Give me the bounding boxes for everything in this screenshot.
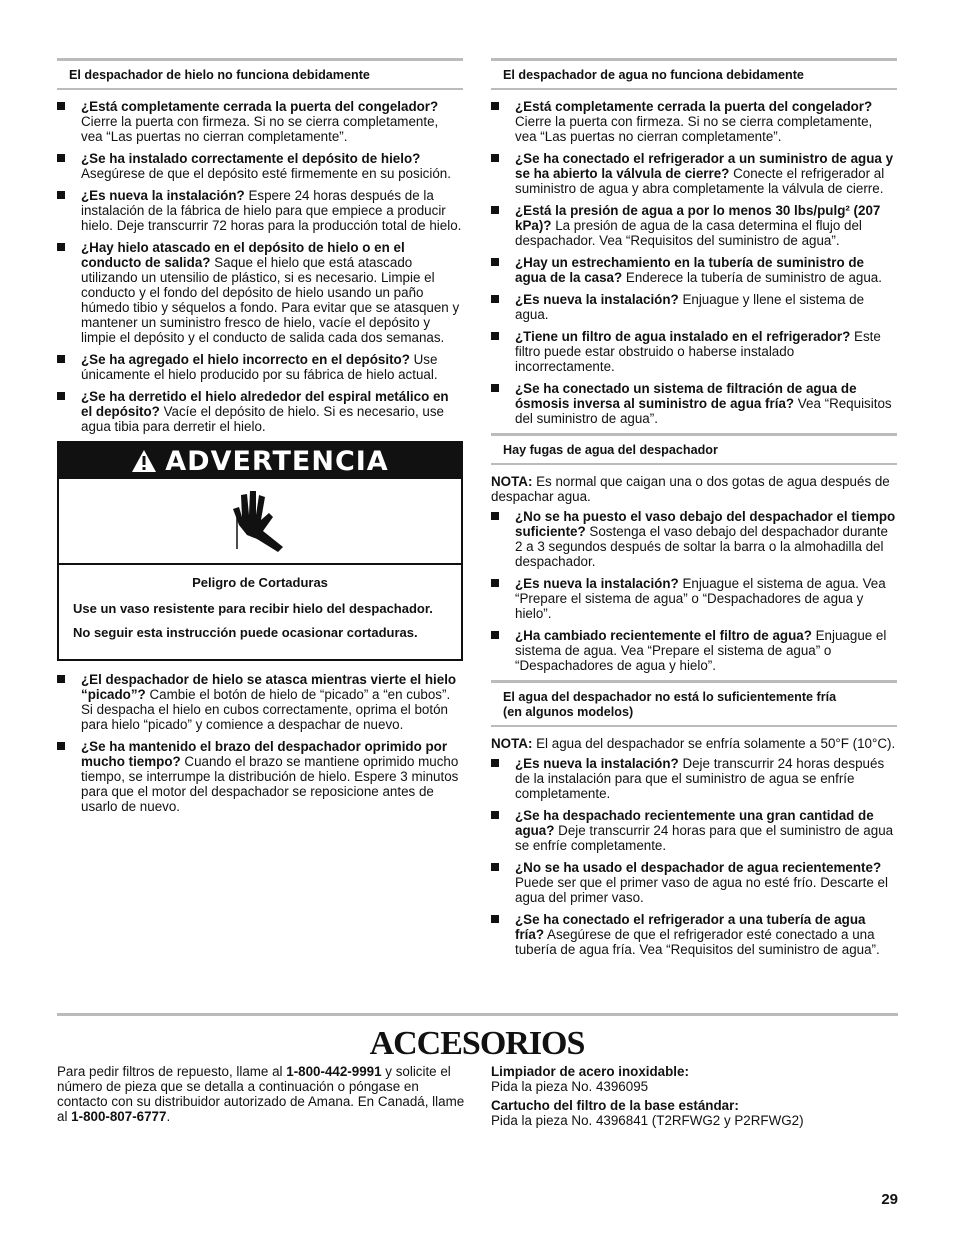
list-item: ¿Está la presión de agua a por lo menos 30 lbs/pulg² (207 kPa)? La presión de agua de la casa determina el flujo del despachador. Vea “Requisitos del suministro de agua”. xyxy=(491,203,897,248)
bullet-icon xyxy=(57,102,65,110)
list-item: ¿No se ha puesto el vaso debajo del despachador el tiempo suficiente? Sostenga el vaso debajo del despachador durante 2 a 3 segundos después de soltar la barra o la almohadilla del despachador. xyxy=(491,509,897,569)
list-item: ¿Se ha despachado recientemente una gran cantidad de agua? Deje transcurrir 24 horas para que el suministro de agua se enfríe completamente. xyxy=(491,808,897,853)
bullet-icon xyxy=(57,392,65,400)
list-item: ¿Tiene un filtro de agua instalado en el refrigerador? Este filtro puede estar obstruido o haberse instalado incorrectamente. xyxy=(491,329,897,374)
list-item: ¿Está completamente cerrada la puerta del congelador? Cierre la puerta con firmeza. Si no se cierra completamente, vea “Las puertas no cierran completamente”. xyxy=(491,99,897,144)
list-item: ¿Ha cambiado recientemente el filtro de agua? Enjuague el sistema de agua. Vea “Prepare el sistema de agua” o “Despachadores de agua y hielo”. xyxy=(491,628,897,673)
list-item: ¿Es nueva la instalación? Enjuague el sistema de agua. Vea “Prepare el sistema de agua” o “Despachadores de agua y hielo”. xyxy=(491,576,897,621)
bullet-icon xyxy=(491,258,499,266)
water-leak-list xyxy=(491,509,897,673)
ice-dispenser-list xyxy=(57,99,463,434)
list-item: ¿Hay hielo atascado en el depósito de hielo o en el conducto de salida? Saque el hielo que está atascado utilizando un utensilio de plástico, si es necesario. Limpie el conducto y el fondo del depósito de hielo usando un paño húmedo tibio y séquelos a fondo. Para evitar que se atasquen y mantener un suministro fresco de hielo, vacíe el depósito y limpie el depósito y el conducto de salida cada dos semanas. xyxy=(57,240,463,345)
bullet-icon xyxy=(491,295,499,303)
page-number: 29 xyxy=(881,1191,898,1208)
ice-dispenser-list-2 xyxy=(57,672,463,814)
list-item: ¿Es nueva la instalación? Enjuague y llene el sistema de agua. xyxy=(491,292,897,322)
warning-triangle-icon xyxy=(131,449,157,473)
warning-body xyxy=(59,565,461,659)
bullet-icon xyxy=(491,579,499,587)
list-item: ¿Es nueva la instalación? Espere 24 horas después de la instalación de la fábrica de hielo para que empiece a producir hielo. Deje transcurrir 72 horas para la producción total de hielo. xyxy=(57,188,463,233)
warning-title: ADVERTENCIA xyxy=(165,445,389,477)
list-item: ¿Se ha conectado un sistema de filtración de agua de ósmosis inversa al suministro de agua fría? Vea “Requisitos del suministro de agua”. xyxy=(491,381,897,426)
bullet-icon xyxy=(491,915,499,923)
list-item: ¿No se ha usado el despachador de agua recientemente? Puede ser que el primer vaso de agua no esté frío. Descarte el agua del primer vaso. xyxy=(491,860,897,905)
water-dispenser-list xyxy=(491,99,897,426)
bullet-icon xyxy=(491,206,499,214)
left-column xyxy=(57,58,463,821)
list-item: ¿El despachador de hielo se atasca mientras vierte el hielo “picado”? Cambie el botón de hielo de “picado” a “en cubos”. Si despacha el hielo en cubos correctamente, oprima el botón para hielo “picado” y comience a despachar de nuevo. xyxy=(57,672,463,732)
list-item: ¿Se ha instalado correctamente el depósito de hielo? Asegúrese de que el depósito esté firmemente en su posición. xyxy=(57,151,463,181)
bullet-icon xyxy=(491,631,499,639)
warning-subtitle: Peligro de Cortaduras xyxy=(192,575,328,590)
bullet-icon xyxy=(491,759,499,767)
phone-number-canada: 1-800-807-6777 xyxy=(71,1109,167,1124)
water-leak-note: NOTA: Es normal que caigan una o dos gotas de agua después de despachar agua. xyxy=(491,474,890,504)
warning-line-2: No seguir esta instrucción puede ocasionar cortaduras. xyxy=(73,625,418,640)
filter-part: Cartucho del filtro de la base estándar: Pida la pieza No. 4396841 (T2RFWG2 y P2RFWG2) xyxy=(491,1098,804,1128)
cold-water-note: NOTA: El agua del despachador se enfría solamente a 50°F (10°C). xyxy=(491,736,896,751)
accessories-divider xyxy=(57,1013,898,1016)
bullet-icon xyxy=(57,675,65,683)
bullet-icon xyxy=(491,332,499,340)
bullet-icon xyxy=(57,191,65,199)
list-item: ¿Se ha agregado el hielo incorrecto en el depósito? Use únicamente el hielo producido por su fábrica de hielo actual. xyxy=(57,352,463,382)
right-column xyxy=(491,58,897,964)
bullet-icon xyxy=(57,355,65,363)
bullet-icon xyxy=(491,102,499,110)
list-item: ¿Hay un estrechamiento en la tubería de suministro de agua de la casa? Enderece la tubería de suministro de agua. xyxy=(491,255,897,285)
water-dispenser-header: El despachador de agua no funciona debidamente xyxy=(491,58,897,90)
cold-water-list xyxy=(491,756,897,957)
list-item: ¿Se ha derretido el hielo alrededor del espiral metálico en el depósito? Vacíe el depósito de hielo. Si es necesario, use agua tibia para derretir el hielo. xyxy=(57,389,463,434)
list-item: ¿Se ha conectado el refrigerador a una tubería de agua fría? Asegúrese de que el refrigerador esté conectado a una tubería de agua fría. Vea “Requisitos del suministro de agua”. xyxy=(491,912,897,957)
list-item: ¿Se ha mantenido el brazo del despachador oprimido por mucho tiempo? Cuando el brazo se mantiene oprimido mucho tiempo, se interrumpe la distribución de hielo. Espere 3 minutos para que el motor del despachador se reposicione antes de usarlo de nuevo. xyxy=(57,739,463,814)
warning-box xyxy=(57,441,463,661)
accessories-intro: Para pedir filtros de repuesto, llame al 1-800-442-9991 y solicite el número de pieza que se detalla a continuación o póngase en contacto con su distribuidor autorizado de Amana. En Canadá, llame al 1-800-807-6777. xyxy=(57,1064,465,1124)
warning-header xyxy=(59,443,461,479)
bullet-icon xyxy=(57,742,65,750)
water-leak-header: Hay fugas de agua del despachador xyxy=(491,433,897,465)
phone-number-us: 1-800-442-9991 xyxy=(286,1064,382,1079)
accessories-parts xyxy=(491,1064,897,1132)
accessories-title: ACCESORIOS xyxy=(369,1025,585,1062)
bullet-icon xyxy=(491,512,499,520)
list-item: ¿Es nueva la instalación? Deje transcurrir 24 horas después de la instalación para que el suministro de agua se enfríe completamente. xyxy=(491,756,897,801)
cleaner-part: Limpiador de acero inoxidable: Pida la pieza No. 4396095 xyxy=(491,1064,689,1094)
warning-image xyxy=(59,479,461,565)
bullet-icon xyxy=(491,811,499,819)
list-item: ¿Está completamente cerrada la puerta del congelador? Cierre la puerta con firmeza. Si no se cierra completamente, vea “Las puertas no cierran completamente”. xyxy=(57,99,463,144)
bullet-icon xyxy=(491,863,499,871)
cold-water-header: El agua del despachador no está lo suficientemente fría (en algunos modelos) xyxy=(491,680,897,727)
list-item: ¿Se ha conectado el refrigerador a un suministro de agua y se ha abierto la válvula de cierre? Conecte el refrigerador al suministro de agua y abra completamente la válvula de cierre. xyxy=(491,151,897,196)
ice-dispenser-header: El despachador de hielo no funciona debidamente xyxy=(57,58,463,90)
bullet-icon xyxy=(57,154,65,162)
cut-hand-icon xyxy=(225,487,295,556)
bullet-icon xyxy=(491,154,499,162)
bullet-icon xyxy=(57,243,65,251)
warning-line-1: Use un vaso resistente para recibir hielo del despachador. xyxy=(73,601,433,616)
bullet-icon xyxy=(491,384,499,392)
